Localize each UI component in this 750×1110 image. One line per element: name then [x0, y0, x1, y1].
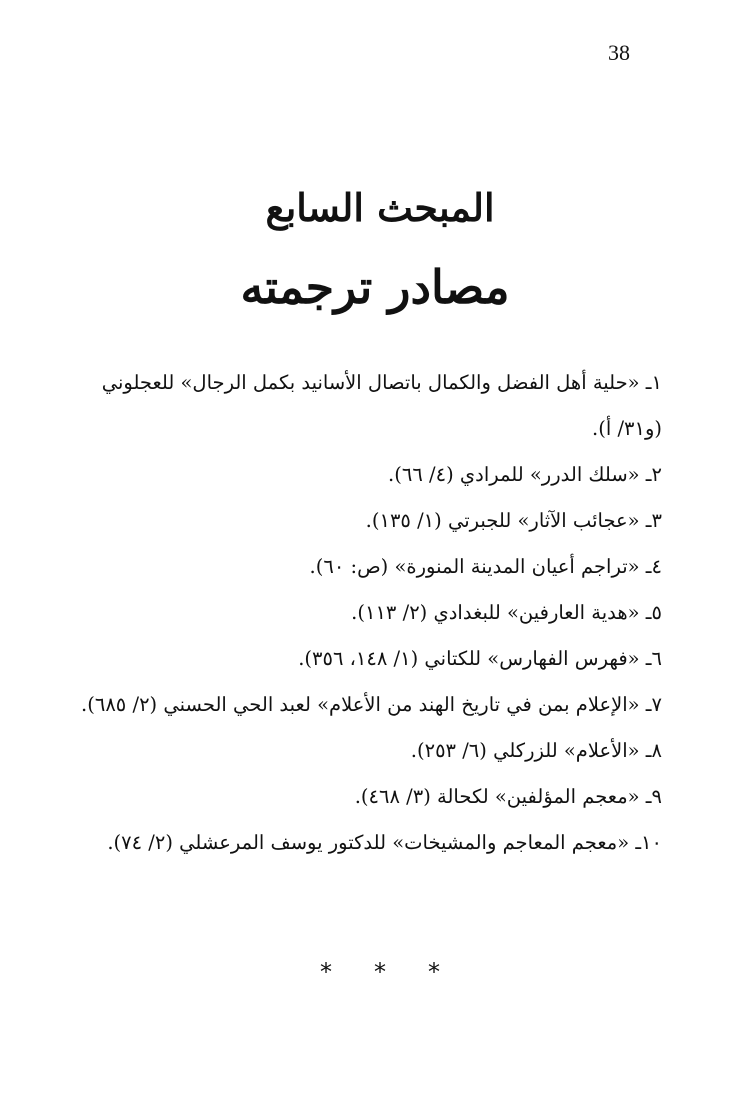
star-divider: *: [374, 958, 386, 986]
star-divider: *: [320, 958, 332, 986]
star-divider: *: [428, 958, 440, 986]
sources-list: [80, 360, 662, 866]
source-item: ٧ـ «الإعلام بمن في تاريخ الهند من الأعلام» لعبد الحي الحسني (٢/ ٦٨٥).: [81, 693, 662, 716]
source-item: ٤ـ «تراجم أعيان المدينة المنورة» (ص: ٦٠).: [309, 555, 662, 578]
source-item: ١٠ـ «معجم المعاجم والمشيخات» للدكتور يوسف المرعشلي (٢/ ٧٤).: [107, 831, 662, 854]
source-item: ٥ـ «هدية العارفين» للبغدادي (٢/ ١١٣).: [351, 601, 662, 624]
source-item: ١ـ «حلية أهل الفضل والكمال باتصال الأسانيد بكمل الرجال» للعجلوني (و٣١/ أ).: [101, 371, 662, 440]
source-item: ٩ـ «معجم المؤلفين» لكحالة (٣/ ٤٦٨).: [354, 785, 662, 808]
section-divider: [320, 958, 440, 986]
source-item: ٨ـ «الأعلام» للزركلي (٦/ ٢٥٣).: [410, 739, 662, 762]
source-item: ٦ـ «فهرس الفهارس» للكتاني (١/ ١٤٨، ٣٥٦).: [298, 647, 662, 670]
source-item: ٣ـ «عجائب الآثار» للجبرتي (١/ ١٣٥).: [365, 509, 662, 532]
source-item: ٢ـ «سلك الدرر» للمرادي (٤/ ٦٦).: [388, 463, 662, 486]
section-heading: المبحث السابع: [265, 185, 495, 230]
section-title: مصادر ترجمته: [240, 260, 510, 314]
page-number: 38: [608, 40, 630, 65]
